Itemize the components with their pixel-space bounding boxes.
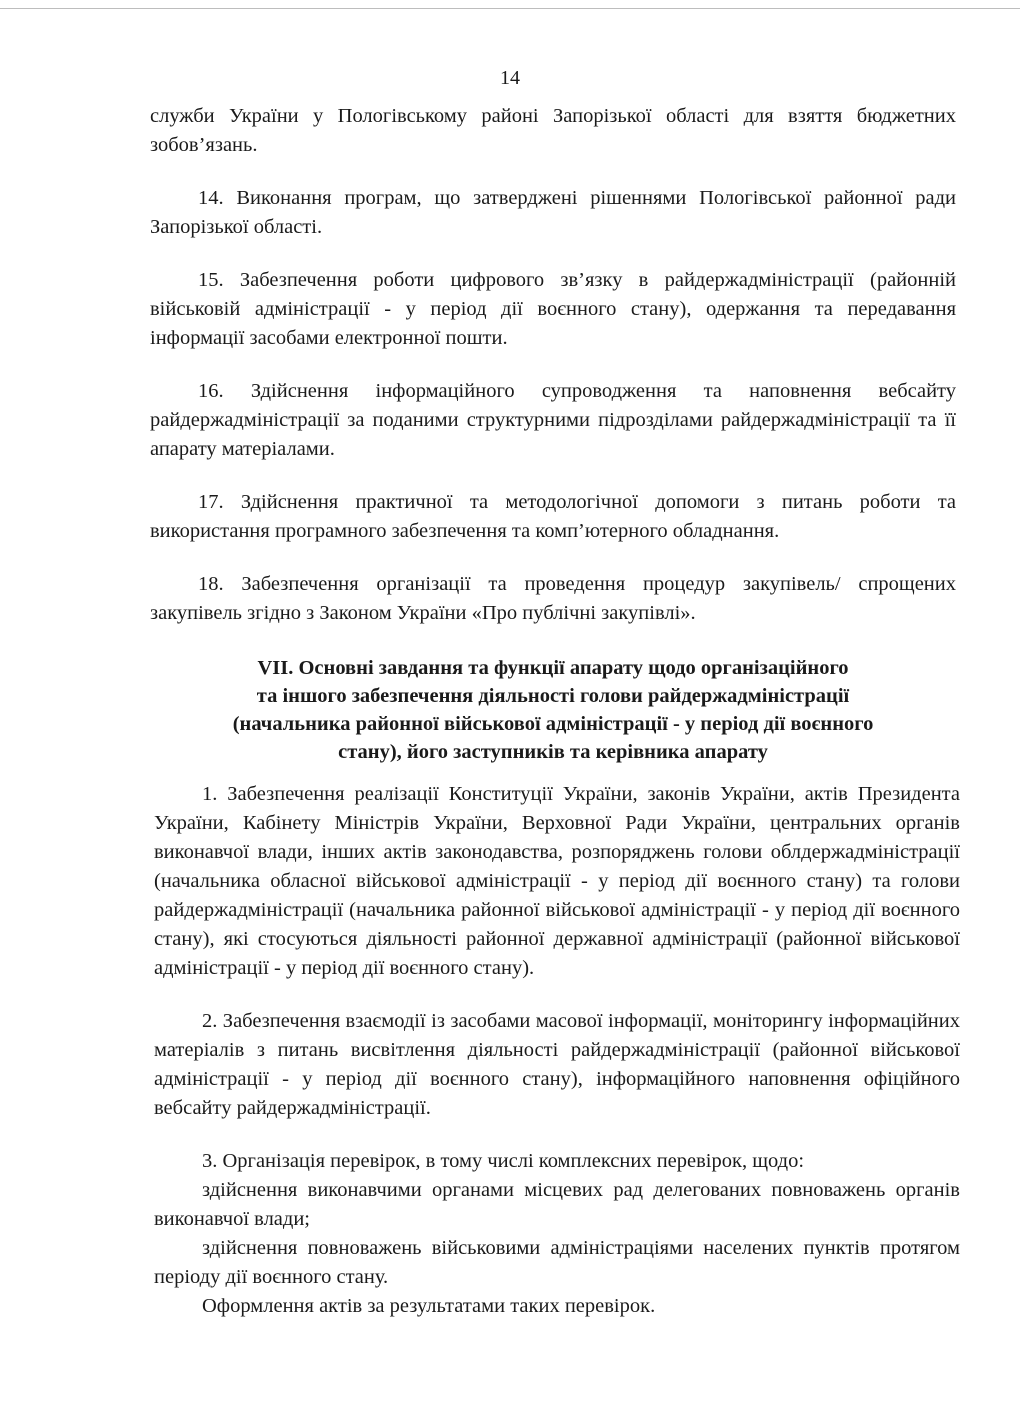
paragraph-14: 14. Виконання програм, що затверджені рішеннями Пологівської районної ради Запорізької області. [150, 187, 956, 238]
paragraph-17: 17. Здійснення практичної та методологічної допомоги з питань роботи та використання програмного забезпечення та комп’ютерного обладнання. [150, 491, 956, 542]
section-heading-line: VII. Основні завдання та функції апарату щодо організаційного [257, 657, 849, 679]
section-heading-line: (начальника районної військової адміністрації - у період дії воєнного [232, 713, 874, 735]
section-item-3-point-a: здійснення виконавчими органами місцевих рад делегованих повноважень органів виконавчої влади; [154, 1179, 960, 1230]
paragraph-16: 16. Здійснення інформаційного супроводження та наповнення вебсайту райдержадміністрації за поданими структурними підрозділами райдержадміністрації та її апарату матеріалами. [150, 380, 956, 460]
paragraph-18: 18. Забезпечення організації та проведення процедур закупівель/ спрощених закупівель згідно з Законом України «Про публічні закупівлі». [150, 573, 956, 624]
section-item-2: 2. Забезпечення взаємодії із засобами масової інформації, моніторингу інформаційних матеріалів з питань висвітлення діяльності райдержадміністрації (районної військової адміністрації - у період дії воєнного стану), інформаційного наповнення офіційного вебсайту райдержадміністрації. [154, 1010, 960, 1119]
section-heading-line: та іншого забезпечення діяльності голови райдержадміністрації [256, 685, 850, 707]
paragraph-15: 15. Забезпечення роботи цифрового зв’язку в райдержадміністрації (районній військовій адміністрації - у період дії воєнного стану), одержання та передавання інформації засобами електронної пошти. [150, 269, 956, 349]
section-item-3-intro: 3. Організація перевірок, в тому числі комплексних перевірок, щодо: [202, 1150, 805, 1172]
section-body [154, 780, 960, 1321]
section-item-3-point-b: здійснення повноважень військовими адміністраціями населених пунктів протягом періоду дії воєнного стану. [154, 1237, 960, 1288]
section-item-3-conclusion: Оформлення актів за результатами таких перевірок. [202, 1295, 656, 1317]
section-item-1: 1. Забезпечення реалізації Конституції України, законів України, актів Президента України, Кабінету Міністрів України, Верховної Ради України, центральних органів виконавчої влади, інших актів законодавства, розпоряджень голови облдержадміністрації (начальника обласної військової адміністрації - у період дії воєнного стану) та голови райдержадміністрації (начальника районної військової адміністрації - у період дії воєнного стану), які стосуються діяльності районної державної адміністрації (районної військової адміністрації - у період дії воєнного стану). [154, 783, 960, 979]
page-number: 14 [500, 67, 520, 89]
section-heading [150, 654, 956, 766]
scan-top-edge [0, 8, 1020, 9]
paragraph-continuation: служби України у Пологівському районі Запорізької області для взяття бюджетних зобов’язань. [150, 105, 956, 156]
document-body [150, 102, 956, 766]
section-heading-line: стану), його заступників та керівника апарату [338, 741, 768, 763]
